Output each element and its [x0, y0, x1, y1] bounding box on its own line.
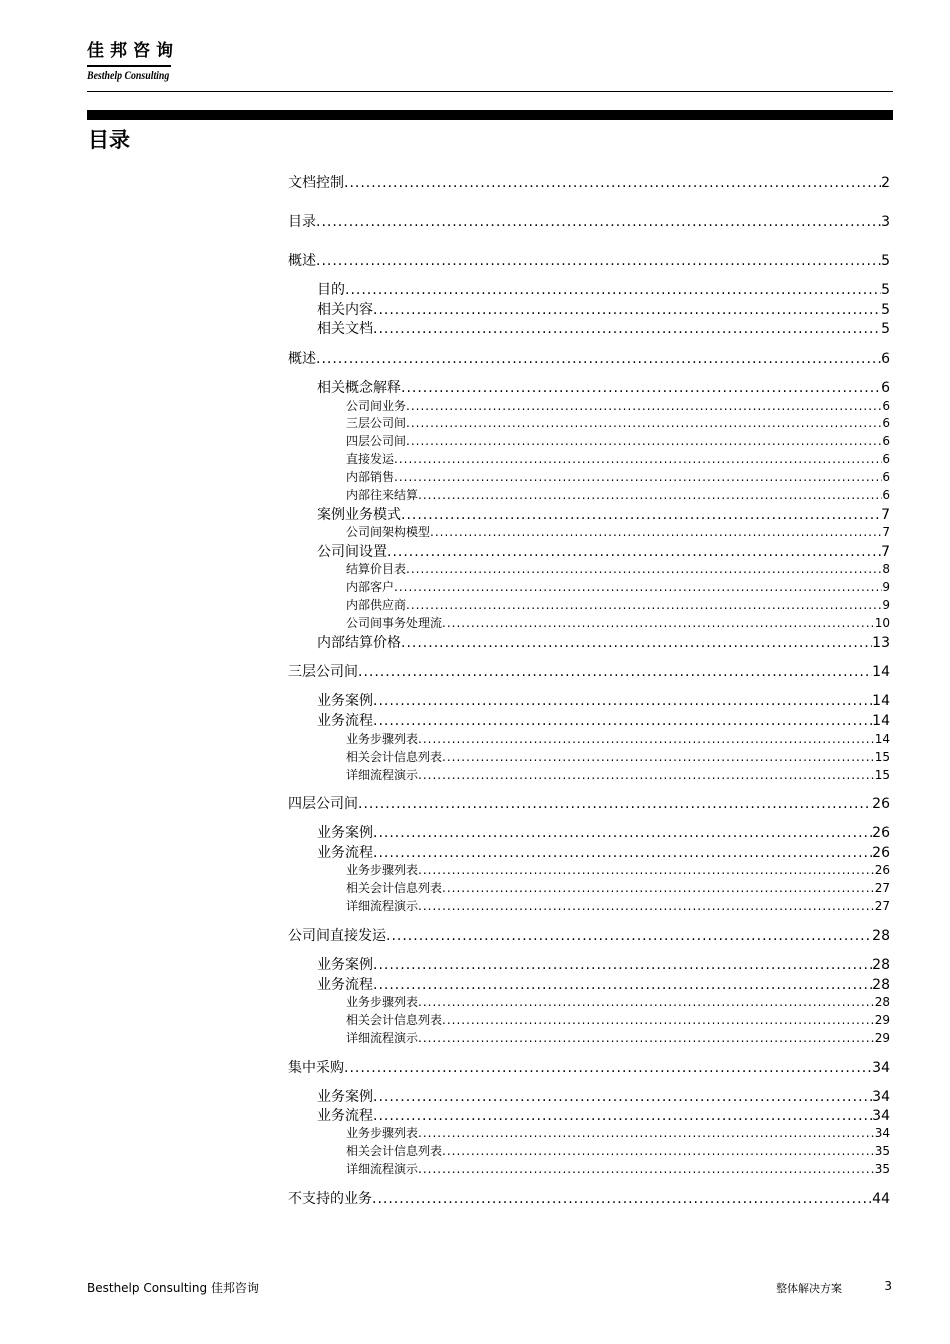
toc-leader-dots: [418, 732, 875, 746]
toc-leader-dots: [344, 175, 881, 191]
toc-entry-label: 相关会计信息列表: [346, 750, 443, 764]
toc-leader-dots: [430, 525, 882, 539]
toc-entry-page: 7: [881, 544, 890, 560]
toc-entry[interactable]: [288, 879, 890, 896]
toc-leader-dots: [442, 1013, 875, 1027]
toc-entry-label: 内部往来结算: [346, 488, 419, 502]
toc-entry-page: 6: [882, 452, 890, 466]
toc-entry-label: 相关文档: [317, 321, 373, 337]
toc-entry-page: 15: [874, 750, 890, 764]
toc-entry[interactable]: [288, 1188, 890, 1208]
toc-entry-page: 26: [874, 863, 890, 877]
toc-leader-dots: [418, 1031, 875, 1045]
toc-entry-page: 28: [874, 995, 890, 1009]
toc-entry-label: 相关概念解释: [317, 380, 401, 396]
toc-entry-page: 5: [881, 282, 890, 298]
toc-entry[interactable]: [288, 468, 890, 485]
toc-entry-label: 目的: [317, 282, 345, 298]
toc-entry-label: 内部销售: [346, 470, 395, 484]
toc-entry-page: 14: [872, 693, 890, 709]
toc-entry-label: 详细流程演示: [346, 1031, 419, 1045]
toc-entry-label: 三层公司间: [288, 664, 358, 680]
toc-entry-label: 不支持的业务: [288, 1191, 372, 1207]
toc-entry[interactable]: [288, 710, 890, 730]
toc-entry-page: 34: [872, 1089, 890, 1105]
toc-leader-dots: [406, 434, 882, 448]
toc-entry-page: 6: [882, 399, 890, 413]
toc-leader-dots: [401, 507, 881, 523]
toc-entry-page: 15: [874, 768, 890, 782]
toc-entry-label: 四层公司间: [288, 796, 358, 812]
toc-entry[interactable]: [288, 1124, 890, 1141]
toc-entry-label: 四层公司间: [346, 434, 407, 448]
toc-entry[interactable]: [288, 1029, 890, 1046]
toc-entry-page: 28: [872, 957, 890, 973]
toc-entry-page: 6: [882, 434, 890, 448]
toc-entry-label: 直接发运: [346, 452, 395, 466]
toc-leader-dots: [373, 977, 872, 993]
toc-entry-page: 14: [872, 713, 890, 729]
toc-leader-dots: [373, 1108, 872, 1124]
toc-entry-label: 业务案例: [317, 1089, 373, 1105]
toc-entry[interactable]: [288, 842, 890, 862]
toc-entry-page: 10: [874, 616, 890, 630]
toc-entry-label: 概述: [288, 351, 316, 367]
toc-leader-dots: [344, 1060, 872, 1076]
toc-leader-dots: [373, 693, 872, 709]
toc-leader-dots: [316, 214, 881, 230]
toc-entry-page: 7: [881, 507, 890, 523]
toc-leader-dots: [401, 635, 872, 651]
logo-chinese-name: 佳邦咨询: [87, 41, 179, 61]
toc-entry[interactable]: [288, 486, 890, 503]
table-of-contents: [288, 0, 890, 1344]
toc-entry[interactable]: [288, 1105, 890, 1125]
toc-entry-label: 业务步骤列表: [346, 863, 419, 877]
toc-entry[interactable]: [288, 766, 890, 783]
toc-entry-page: 6: [882, 416, 890, 430]
toc-entry-page: 35: [874, 1144, 890, 1158]
toc-entry-label: 详细流程演示: [346, 899, 419, 913]
toc-entry-label: 公司间业务: [346, 399, 407, 413]
logo-english-name: Besthelp Consulting: [87, 68, 170, 82]
toc-leader-dots: [373, 321, 881, 337]
toc-entry-label: 详细流程演示: [346, 768, 419, 782]
toc-entry-label: 三层公司间: [346, 416, 407, 430]
toc-entry-page: 35: [874, 1162, 890, 1176]
toc-entry-page: 14: [874, 732, 890, 746]
toc-leader-dots: [406, 416, 882, 430]
toc-entry-page: 26: [872, 825, 890, 841]
toc-entry-page: 28: [872, 928, 890, 944]
toc-leader-dots: [401, 380, 881, 396]
toc-entry-page: 3: [881, 214, 890, 230]
toc-entry-label: 公司间设置: [317, 544, 387, 560]
toc-entry-label: 业务流程: [317, 845, 373, 861]
toc-leader-dots: [442, 881, 875, 895]
toc-entry[interactable]: [288, 523, 890, 540]
toc-entry-page: 44: [872, 1191, 890, 1207]
footer-page-number: 3: [884, 1279, 892, 1293]
toc-entry[interactable]: [288, 632, 890, 652]
company-logo: [87, 40, 187, 83]
toc-leader-dots: [387, 544, 881, 560]
toc-entry-label: 相关会计信息列表: [346, 1013, 443, 1027]
toc-entry-label: 内部供应商: [346, 598, 407, 612]
toc-entry-page: 7: [882, 525, 890, 539]
toc-entry-label: 相关内容: [317, 302, 373, 318]
toc-entry-label: 相关会计信息列表: [346, 881, 443, 895]
toc-entry-page: 13: [872, 635, 890, 651]
toc-entry[interactable]: [288, 596, 890, 613]
toc-entry-page: 5: [881, 302, 890, 318]
toc-entry[interactable]: [288, 432, 890, 449]
toc-entry[interactable]: [288, 377, 890, 397]
toc-entry-label: 业务案例: [317, 825, 373, 841]
toc-entry-label: 详细流程演示: [346, 1162, 419, 1176]
toc-entry[interactable]: [288, 1057, 890, 1077]
toc-entry[interactable]: [288, 974, 890, 994]
toc-leader-dots: [345, 282, 881, 298]
toc-entry-page: 27: [874, 881, 890, 895]
toc-entry-page: 6: [882, 470, 890, 484]
toc-entry-label: 相关会计信息列表: [346, 1144, 443, 1158]
toc-leader-dots: [418, 488, 882, 502]
toc-entry-page: 5: [881, 253, 890, 269]
toc-leader-dots: [394, 470, 882, 484]
toc-entry-page: 6: [881, 380, 890, 396]
toc-entry[interactable]: [288, 690, 890, 710]
toc-entry-label: 概述: [288, 253, 316, 269]
toc-entry-label: 公司间架构模型: [346, 525, 431, 539]
toc-entry-page: 27: [874, 899, 890, 913]
toc-leader-dots: [406, 562, 882, 576]
toc-entry-page: 9: [882, 598, 890, 612]
toc-leader-dots: [418, 863, 875, 877]
toc-entry-page: 34: [872, 1060, 890, 1076]
toc-leader-dots: [372, 1191, 872, 1207]
toc-entry[interactable]: [288, 250, 890, 270]
toc-entry-label: 文档控制: [288, 175, 344, 191]
toc-entry-label: 业务流程: [317, 1108, 373, 1124]
toc-leader-dots: [316, 253, 881, 269]
toc-leader-dots: [373, 845, 872, 861]
toc-entry-page: 29: [874, 1013, 890, 1027]
toc-leader-dots: [373, 302, 881, 318]
toc-leader-dots: [442, 1144, 875, 1158]
toc-entry-page: 5: [881, 321, 890, 337]
toc-entry[interactable]: [288, 614, 890, 631]
toc-entry[interactable]: [288, 1160, 890, 1177]
toc-entry[interactable]: [288, 318, 890, 338]
toc-entry-page: 9: [882, 580, 890, 594]
toc-entry[interactable]: [288, 578, 890, 595]
toc-leader-dots: [418, 768, 875, 782]
toc-entry-page: 8: [882, 562, 890, 576]
toc-entry-page: 34: [872, 1108, 890, 1124]
logo-rule: [87, 65, 171, 67]
toc-entry-page: 26: [872, 796, 890, 812]
page-title: 目录: [88, 128, 130, 152]
footer-document-title: 整体解决方案: [776, 1282, 842, 1295]
toc-entry[interactable]: [288, 661, 890, 681]
toc-entry-label: 公司间事务处理流: [346, 616, 443, 630]
toc-leader-dots: [373, 713, 872, 729]
toc-entry-page: 28: [872, 977, 890, 993]
toc-entry-page: 6: [881, 351, 890, 367]
toc-entry-label: 业务流程: [317, 713, 373, 729]
toc-entry[interactable]: [288, 793, 890, 813]
toc-leader-dots: [358, 796, 872, 812]
toc-leader-dots: [442, 616, 875, 630]
toc-entry-label: 业务步骤列表: [346, 1126, 419, 1140]
toc-entry[interactable]: [288, 822, 890, 842]
toc-entry[interactable]: [288, 414, 890, 431]
toc-entry-label: 业务案例: [317, 957, 373, 973]
toc-leader-dots: [373, 825, 872, 841]
toc-entry-label: 业务案例: [317, 693, 373, 709]
toc-entry[interactable]: [288, 1142, 890, 1159]
toc-entry[interactable]: [288, 348, 890, 368]
toc-entry-label: 内部客户: [346, 580, 395, 594]
toc-entry[interactable]: [288, 1011, 890, 1028]
toc-entry-page: 29: [874, 1031, 890, 1045]
toc-entry-page: 34: [874, 1126, 890, 1140]
toc-entry-label: 公司间直接发运: [288, 928, 386, 944]
toc-entry[interactable]: [288, 954, 890, 974]
toc-entry[interactable]: [288, 211, 890, 231]
toc-leader-dots: [442, 750, 875, 764]
footer-company: Besthelp Consulting 佳邦咨询: [87, 1281, 259, 1295]
toc-entry[interactable]: [288, 279, 890, 299]
toc-entry[interactable]: [288, 397, 890, 414]
toc-entry[interactable]: [288, 861, 890, 878]
toc-leader-dots: [406, 598, 882, 612]
toc-entry[interactable]: [288, 172, 890, 192]
toc-entry-label: 结算价目表: [346, 562, 407, 576]
toc-entry-page: 2: [881, 175, 890, 191]
toc-entry-label: 集中采购: [288, 1060, 344, 1076]
toc-entry-label: 内部结算价格: [317, 635, 401, 651]
toc-entry-page: 26: [872, 845, 890, 861]
toc-entry[interactable]: [288, 897, 890, 914]
toc-entry[interactable]: [288, 299, 890, 319]
toc-leader-dots: [373, 1089, 872, 1105]
toc-leader-dots: [418, 1162, 875, 1176]
toc-leader-dots: [418, 1126, 875, 1140]
toc-entry[interactable]: [288, 541, 890, 561]
toc-entry-page: 14: [872, 664, 890, 680]
toc-leader-dots: [358, 664, 872, 680]
toc-entry[interactable]: [288, 1086, 890, 1106]
toc-leader-dots: [418, 899, 875, 913]
toc-leader-dots: [316, 351, 881, 367]
toc-entry[interactable]: [288, 993, 890, 1010]
toc-entry[interactable]: [288, 925, 890, 945]
toc-entry-label: 目录: [288, 214, 316, 230]
toc-entry[interactable]: [288, 504, 890, 524]
toc-entry[interactable]: [288, 730, 890, 747]
toc-entry[interactable]: [288, 748, 890, 765]
toc-leader-dots: [418, 995, 875, 1009]
toc-entry-label: 案例业务模式: [317, 507, 401, 523]
toc-leader-dots: [373, 957, 872, 973]
toc-entry-label: 业务步骤列表: [346, 732, 419, 746]
toc-entry-page: 6: [882, 488, 890, 502]
toc-entry[interactable]: [288, 560, 890, 577]
toc-entry-label: 业务流程: [317, 977, 373, 993]
toc-entry-label: 业务步骤列表: [346, 995, 419, 1009]
toc-leader-dots: [406, 399, 882, 413]
toc-entry[interactable]: [288, 450, 890, 467]
toc-leader-dots: [386, 928, 872, 944]
toc-leader-dots: [394, 452, 882, 466]
toc-leader-dots: [394, 580, 882, 594]
